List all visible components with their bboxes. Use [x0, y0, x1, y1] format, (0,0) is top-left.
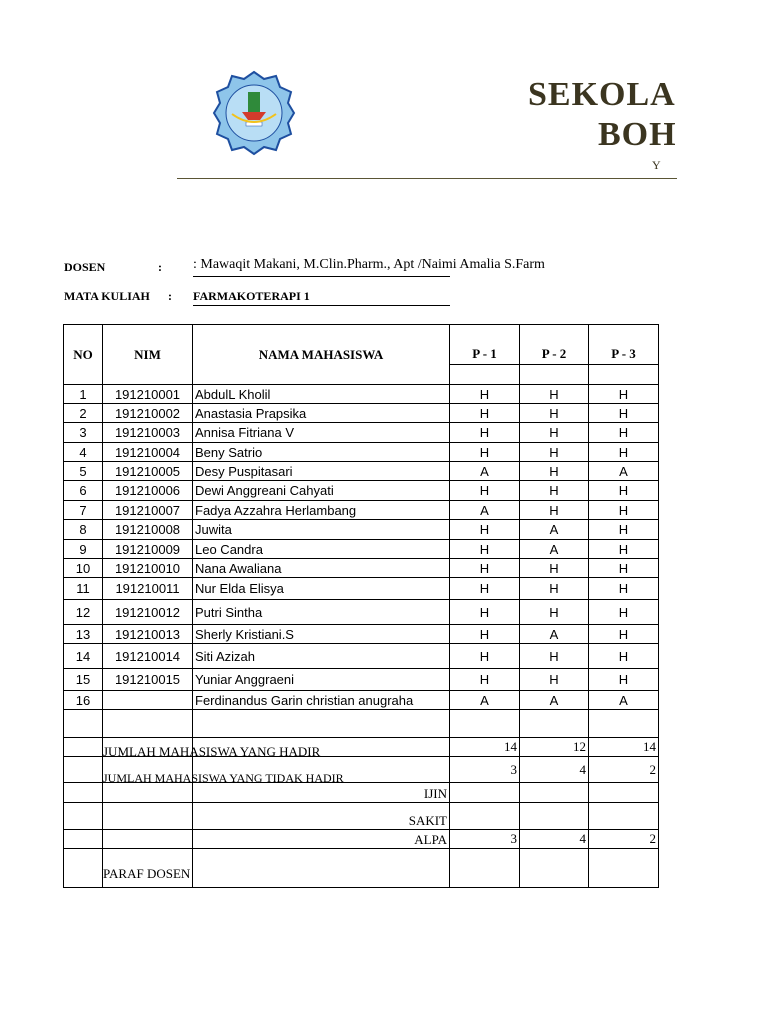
row-p3-status: H	[589, 559, 659, 578]
row-p1-status: H	[450, 481, 520, 501]
empty-cell	[193, 849, 450, 888]
paraf-dosen-label: PARAF DOSEN	[103, 866, 191, 881]
row-p2-status: H	[520, 443, 589, 462]
empty-cell	[520, 849, 589, 888]
row-p3-status: H	[589, 540, 659, 559]
empty-cell	[64, 738, 103, 757]
row-p2-status: H	[520, 481, 589, 501]
row-p3-status: H	[589, 669, 659, 691]
row-number: 9	[64, 540, 103, 559]
row-number: 3	[64, 423, 103, 443]
table-row	[64, 520, 659, 540]
attendance-table	[63, 324, 659, 888]
row-p1-status: H	[450, 423, 520, 443]
header-nim: NIM	[103, 325, 193, 385]
row-p3-status: H	[589, 404, 659, 423]
row-p3-status: A	[589, 691, 659, 710]
row-student-name: AbdulL Kholil	[193, 385, 450, 404]
summary-p2-value	[520, 783, 589, 803]
summary-p3-value: 2	[589, 830, 659, 849]
spacer-row	[64, 710, 659, 738]
row-p1-status: H	[450, 559, 520, 578]
row-p3-status: H	[589, 443, 659, 462]
row-p1-status: H	[450, 578, 520, 600]
summary-p1-value: 14	[450, 738, 520, 757]
row-p2-status: H	[520, 423, 589, 443]
row-student-name: Juwita	[193, 520, 450, 540]
row-nim: 191210013	[103, 625, 193, 644]
row-p3-status: H	[589, 423, 659, 443]
row-student-name: Fadya Azzahra Herlambang	[193, 501, 450, 520]
row-p3-status: A	[589, 462, 659, 481]
dosen-value: : Mawaqit Makani, M.Clin.Pharm., Apt /Naimi Amalia S.Farm	[193, 257, 545, 272]
header-p2-blank	[520, 365, 589, 385]
alpa-row	[64, 830, 659, 849]
row-p3-status: H	[589, 644, 659, 669]
row-nim: 191210005	[103, 462, 193, 481]
sakit-label: SAKIT	[193, 803, 450, 830]
table-row	[64, 443, 659, 462]
institution-title-line1: SEKOLA	[528, 76, 676, 113]
empty-cell	[64, 783, 103, 803]
row-student-name: Desy Puspitasari	[193, 462, 450, 481]
empty-cell	[103, 803, 193, 830]
dosen-underline	[193, 276, 450, 277]
row-p1-status: H	[450, 520, 520, 540]
mata-kuliah-label: MATA KULIAH	[64, 289, 150, 303]
row-p2-status: H	[520, 600, 589, 625]
row-p2-status: H	[520, 578, 589, 600]
empty-cell	[450, 710, 520, 738]
row-nim: 191210009	[103, 540, 193, 559]
row-nim: 191210012	[103, 600, 193, 625]
summary-p2-value: 4	[520, 757, 589, 783]
row-number: 7	[64, 501, 103, 520]
row-p2-status: H	[520, 385, 589, 404]
table-row	[64, 540, 659, 559]
row-p2-status: A	[520, 691, 589, 710]
table-row	[64, 559, 659, 578]
row-p2-status: H	[520, 501, 589, 520]
table-row	[64, 600, 659, 625]
row-number: 1	[64, 385, 103, 404]
row-p2-status: H	[520, 404, 589, 423]
row-p1-status: H	[450, 443, 520, 462]
row-nim: 191210008	[103, 520, 193, 540]
summary-p3-value: 14	[589, 738, 659, 757]
row-p2-status: H	[520, 559, 589, 578]
empty-cell	[520, 710, 589, 738]
row-nim: 191210001	[103, 385, 193, 404]
summary-p3-value	[589, 803, 659, 830]
empty-cell	[193, 710, 450, 738]
row-nim: 191210004	[103, 443, 193, 462]
summary-p1-value	[450, 803, 520, 830]
row-p2-status: A	[520, 540, 589, 559]
header-p2: P - 2	[520, 325, 589, 365]
row-number: 4	[64, 443, 103, 462]
row-number: 10	[64, 559, 103, 578]
alpa-label: ALPA	[193, 830, 450, 849]
empty-cell	[589, 710, 659, 738]
empty-cell	[64, 830, 103, 849]
table-row	[64, 462, 659, 481]
institution-title-line3: Y	[652, 158, 661, 172]
empty-cell	[103, 830, 193, 849]
summary-p3-value: 2	[589, 757, 659, 783]
header-p3-blank	[589, 365, 659, 385]
row-p3-status: H	[589, 520, 659, 540]
mata-kuliah-value: FARMAKOTERAPI 1	[193, 289, 310, 303]
row-p2-status: A	[520, 625, 589, 644]
row-p3-status: H	[589, 625, 659, 644]
summary-p2-value	[520, 803, 589, 830]
header-divider	[177, 178, 677, 179]
dosen-label: DOSEN	[64, 260, 106, 274]
row-number: 16	[64, 691, 103, 710]
row-student-name: Nana Awaliana	[193, 559, 450, 578]
tidak-hadir-label: JUMLAH MAHASISWA YANG TIDAK HADIR	[103, 771, 344, 785]
row-student-name: Annisa Fitriana V	[193, 423, 450, 443]
header-no: NO	[64, 325, 103, 385]
empty-cell	[64, 757, 103, 783]
table-row	[64, 669, 659, 691]
row-student-name: Leo Candra	[193, 540, 450, 559]
row-p1-status: H	[450, 600, 520, 625]
empty-cell	[450, 849, 520, 888]
row-number: 12	[64, 600, 103, 625]
empty-cell	[64, 710, 103, 738]
row-p3-status: H	[589, 501, 659, 520]
row-nim: 191210011	[103, 578, 193, 600]
mata-kuliah-underline	[193, 305, 450, 306]
summary-p2-value: 4	[520, 830, 589, 849]
header-nama-mahasiswa: NAMA MAHASISWA	[193, 325, 450, 385]
row-p1-status: H	[450, 625, 520, 644]
row-number: 14	[64, 644, 103, 669]
table-row	[64, 644, 659, 669]
table-row	[64, 501, 659, 520]
row-number: 5	[64, 462, 103, 481]
row-student-name: Siti Azizah	[193, 644, 450, 669]
row-p2-status: H	[520, 644, 589, 669]
ijin-label: IJIN	[193, 783, 450, 803]
row-number: 6	[64, 481, 103, 501]
row-student-name: Yuniar Anggraeni	[193, 669, 450, 691]
table-row	[64, 404, 659, 423]
row-p3-status: H	[589, 578, 659, 600]
table-row	[64, 481, 659, 501]
row-number: 8	[64, 520, 103, 540]
row-p1-status: H	[450, 540, 520, 559]
row-student-name: Anastasia Prapsika	[193, 404, 450, 423]
row-p1-status: A	[450, 462, 520, 481]
empty-cell	[64, 803, 103, 830]
empty-cell	[589, 849, 659, 888]
row-nim: 191210002	[103, 404, 193, 423]
row-nim: 191210007	[103, 501, 193, 520]
row-number: 13	[64, 625, 103, 644]
row-student-name: Dewi Anggreani Cahyati	[193, 481, 450, 501]
row-p3-status: H	[589, 385, 659, 404]
row-student-name: Nur Elda Elisya	[193, 578, 450, 600]
row-nim: 191210003	[103, 423, 193, 443]
row-p1-status: H	[450, 404, 520, 423]
summary-p1-value: 3	[450, 830, 520, 849]
dosen-colon: :	[158, 260, 162, 274]
row-p3-status: H	[589, 600, 659, 625]
row-p2-status: H	[520, 462, 589, 481]
college-logo-icon	[212, 70, 296, 156]
table-row	[64, 578, 659, 600]
header-p3: P - 3	[589, 325, 659, 365]
institution-title-line2: BOH	[598, 116, 677, 153]
summary-p2-value: 12	[520, 738, 589, 757]
table-row	[64, 625, 659, 644]
summary-p1-value	[450, 783, 520, 803]
header-row	[64, 325, 659, 365]
sakit-row	[64, 803, 659, 830]
row-p1-status: A	[450, 501, 520, 520]
row-nim: 191210006	[103, 481, 193, 501]
empty-cell	[64, 849, 103, 888]
row-student-name: Putri Sintha	[193, 600, 450, 625]
header-p1: P - 1	[450, 325, 520, 365]
row-student-name: Sherly Kristiani.S	[193, 625, 450, 644]
summary-p1-value: 3	[450, 757, 520, 783]
row-p3-status: H	[589, 481, 659, 501]
empty-cell	[103, 710, 193, 738]
row-number: 15	[64, 669, 103, 691]
row-student-name: Ferdinandus Garin christian anugraha	[193, 691, 450, 710]
row-p2-status: H	[520, 669, 589, 691]
header-p1-blank	[450, 365, 520, 385]
row-p2-status: A	[520, 520, 589, 540]
row-p1-status: H	[450, 669, 520, 691]
row-p1-status: H	[450, 644, 520, 669]
row-number: 11	[64, 578, 103, 600]
table-row	[64, 385, 659, 404]
row-nim: 191210010	[103, 559, 193, 578]
summary-p3-value	[589, 783, 659, 803]
table-row	[64, 691, 659, 710]
table-row	[64, 423, 659, 443]
row-nim: 191210015	[103, 669, 193, 691]
row-nim	[103, 691, 193, 710]
mata-kuliah-colon: :	[168, 289, 172, 303]
row-number: 2	[64, 404, 103, 423]
row-p1-status: A	[450, 691, 520, 710]
row-p1-status: H	[450, 385, 520, 404]
row-student-name: Beny Satrio	[193, 443, 450, 462]
row-nim: 191210014	[103, 644, 193, 669]
hadir-label: JUMLAH MAHASISWA YANG HADIR	[103, 744, 321, 759]
